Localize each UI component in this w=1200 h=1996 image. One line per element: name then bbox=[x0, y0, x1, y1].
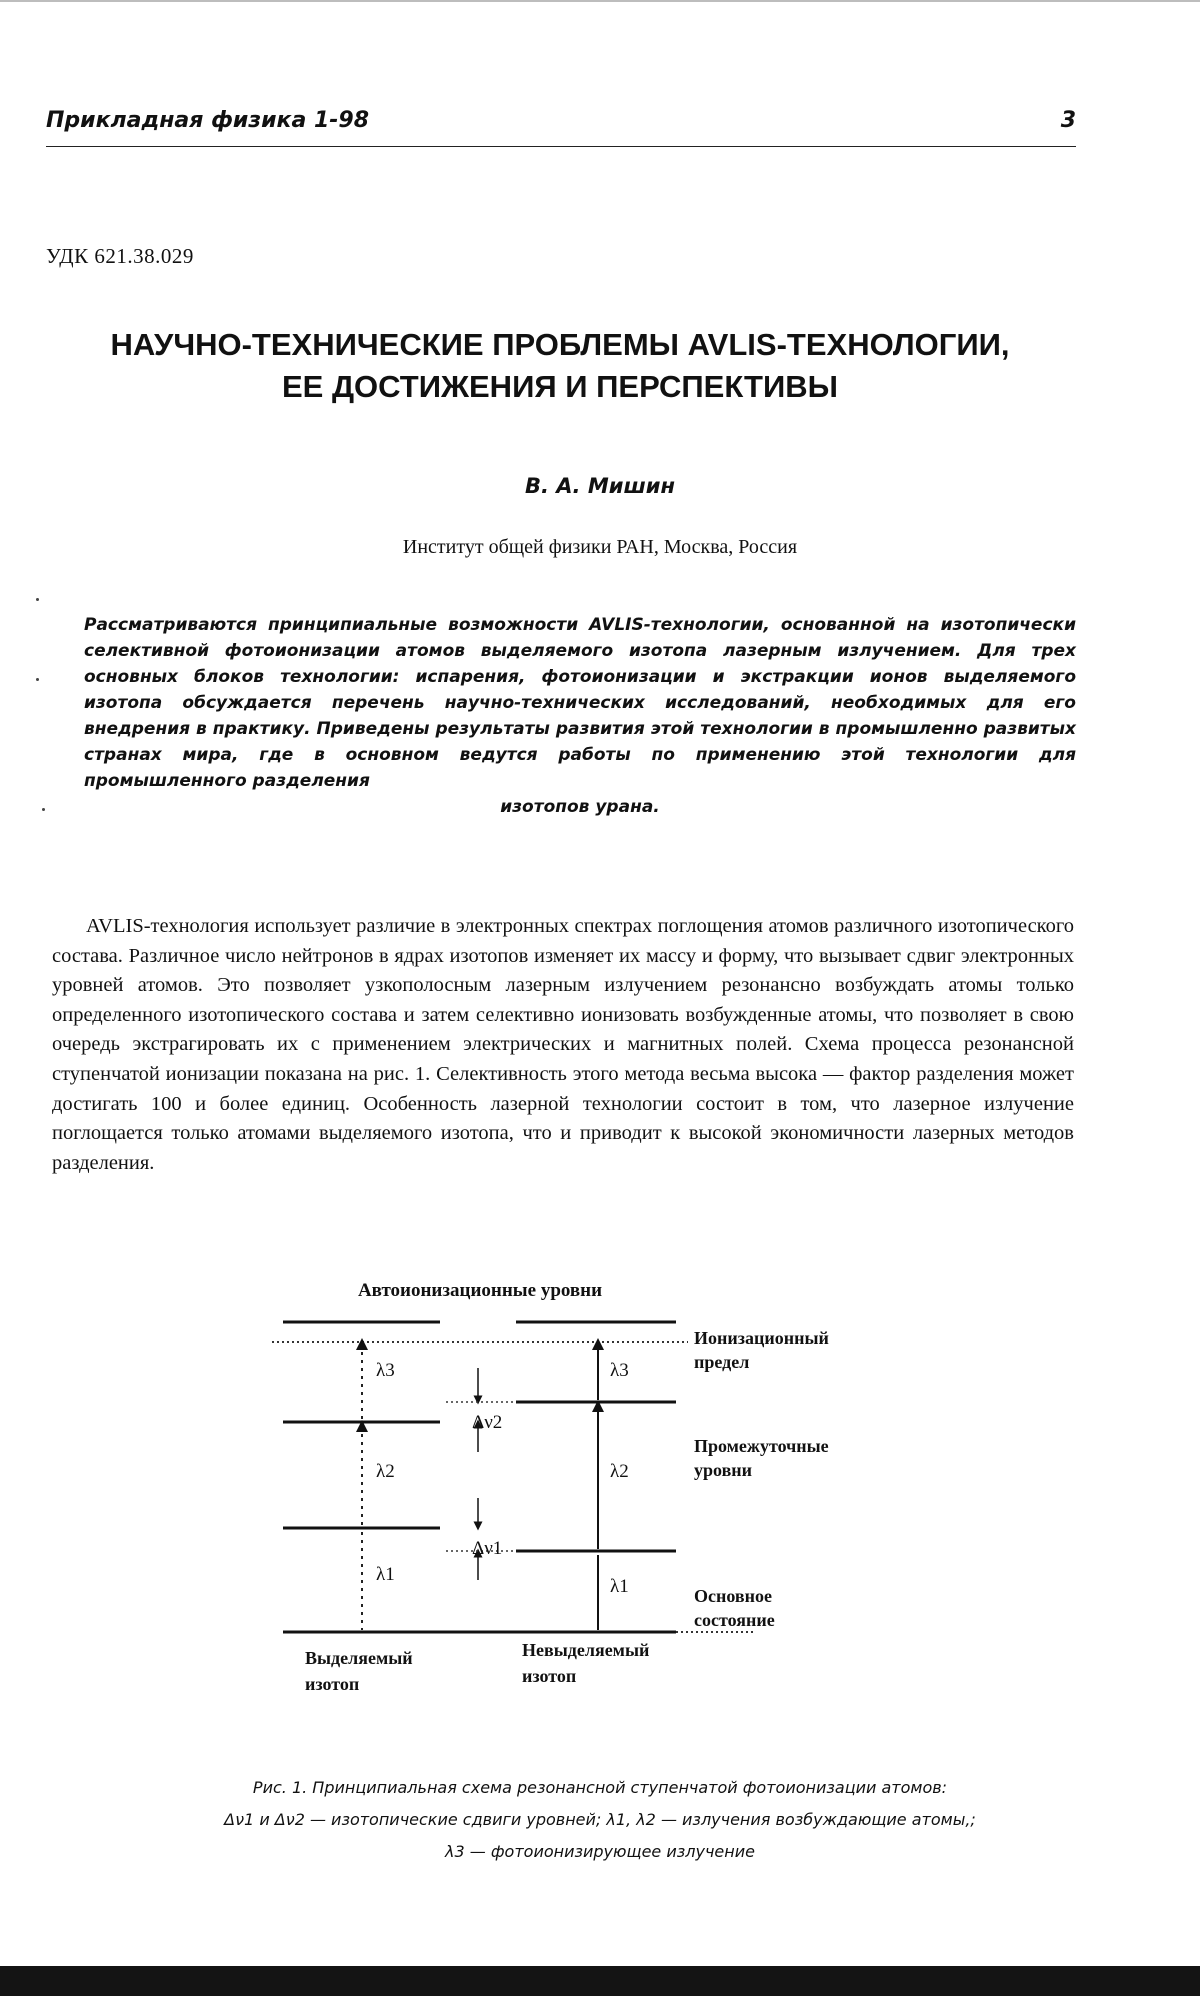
abstract-last-line: изотопов урана. bbox=[500, 797, 660, 817]
intermediate-label-2: уровни bbox=[694, 1460, 753, 1480]
selected-isotope-label-1: Выделяемый bbox=[305, 1648, 413, 1668]
ionization-limit-label-1: Ионизационный bbox=[694, 1328, 829, 1348]
non-selected-isotope-label-2: изотоп bbox=[522, 1666, 577, 1686]
body-paragraph: AVLIS-технология использует различие в электронных спектрах поглощения атомов различного изотопического состава. Различное число нейтронов в ядрах изотопов изменяет их массу и форму, что вызывает сдвиг электронных уровней атомов. Это позволяет узкополосным лазерным излучением резонансно возбуждать атомы только определенного изотопического состава и затем селективно ионизовать возбужденные атомы, что позволяет в свою очередь экстрагировать их с применением электрических и магнитных полей. Схема процесса резонансной ступенчатой ионизации показана на рис. 1. Селективность этого метода весьма высока — фактор разделения может достигать 100 и более единиц. Особенность лазерной технологии состоит в том, что лазерное излучение поглощается только атомами выделяемого изотопа, что и приводит к высокой экономичности лазерных методов разделения. bbox=[52, 915, 1074, 1174]
scan-bottom-edge bbox=[0, 1966, 1200, 1996]
ground-label-1: Основное bbox=[694, 1586, 772, 1606]
selected-lambda3-label: λ3 bbox=[376, 1360, 395, 1381]
selected-lambda1-label: λ1 bbox=[376, 1564, 395, 1585]
caption-line-2: Δν1 и Δν2 — изотопические сдвиги уровней; λ1, λ2 — излучения возбуждающие атомы,; bbox=[224, 1810, 976, 1829]
udk-code: УДК 621.38.029 bbox=[46, 244, 194, 268]
autoionization-label: Автоионизационные уровни bbox=[357, 1280, 603, 1301]
non-selected-lambda1-label: λ1 bbox=[610, 1576, 629, 1597]
ground-label-2: состояние bbox=[694, 1610, 775, 1630]
abstract-text: Рассматриваются принципиальные возможности AVLIS-технологии, основанной на изотопически селективной фотоионизации атомов выделяемого изотопа лазерным излучением. Для трех основных блоков технологии: испарения, фотоионизации и экстракции ионов выделяемого изотопа обсуждается перечень научно-технических исследований, необходимых для его внедрения в практику. Приведены результаты развития этой технологии в промышленно развитых странах мира, где в основном ведутся работы по применению этой технологии для промышленного разделения bbox=[84, 615, 1076, 791]
title-line-2: ЕЕ ДОСТИЖЕНИЯ И ПЕРСПЕКТИВЫ bbox=[281, 369, 838, 404]
delta-nu2-label: Δν2 bbox=[472, 1412, 503, 1433]
affiliation: Институт общей физики РАН, Москва, Россия bbox=[402, 536, 798, 558]
journal-name: Прикладная физика 1-98 bbox=[46, 108, 369, 133]
non-selected-lambda3-label: λ3 bbox=[610, 1360, 629, 1381]
selected-isotope-label-2: изотоп bbox=[305, 1674, 360, 1694]
title-line-1: НАУЧНО-ТЕХНИЧЕСКИЕ ПРОБЛЕМЫ AVLIS-ТЕХНОЛОГИИ, bbox=[110, 327, 1010, 362]
caption-line-3: λ3 — фотоионизирующее излучение bbox=[445, 1842, 755, 1861]
ionization-limit-label-2: предел bbox=[694, 1352, 750, 1372]
page-number: 3 bbox=[1060, 108, 1076, 133]
non-selected-lambda2-label: λ2 bbox=[610, 1461, 629, 1482]
author: В. А. Мишин bbox=[525, 474, 675, 498]
caption-line-1: Рис. 1. Принципиальная схема резонансной ступенчатой фотоионизации атомов: bbox=[252, 1778, 948, 1797]
non-selected-isotope-label-1: Невыделяемый bbox=[522, 1640, 650, 1660]
figure-caption bbox=[60, 1772, 1140, 1868]
intermediate-label-1: Промежуточные bbox=[694, 1436, 829, 1456]
delta-nu1-label: Δν1 bbox=[472, 1538, 503, 1559]
selected-lambda2-label: λ2 bbox=[376, 1461, 395, 1482]
